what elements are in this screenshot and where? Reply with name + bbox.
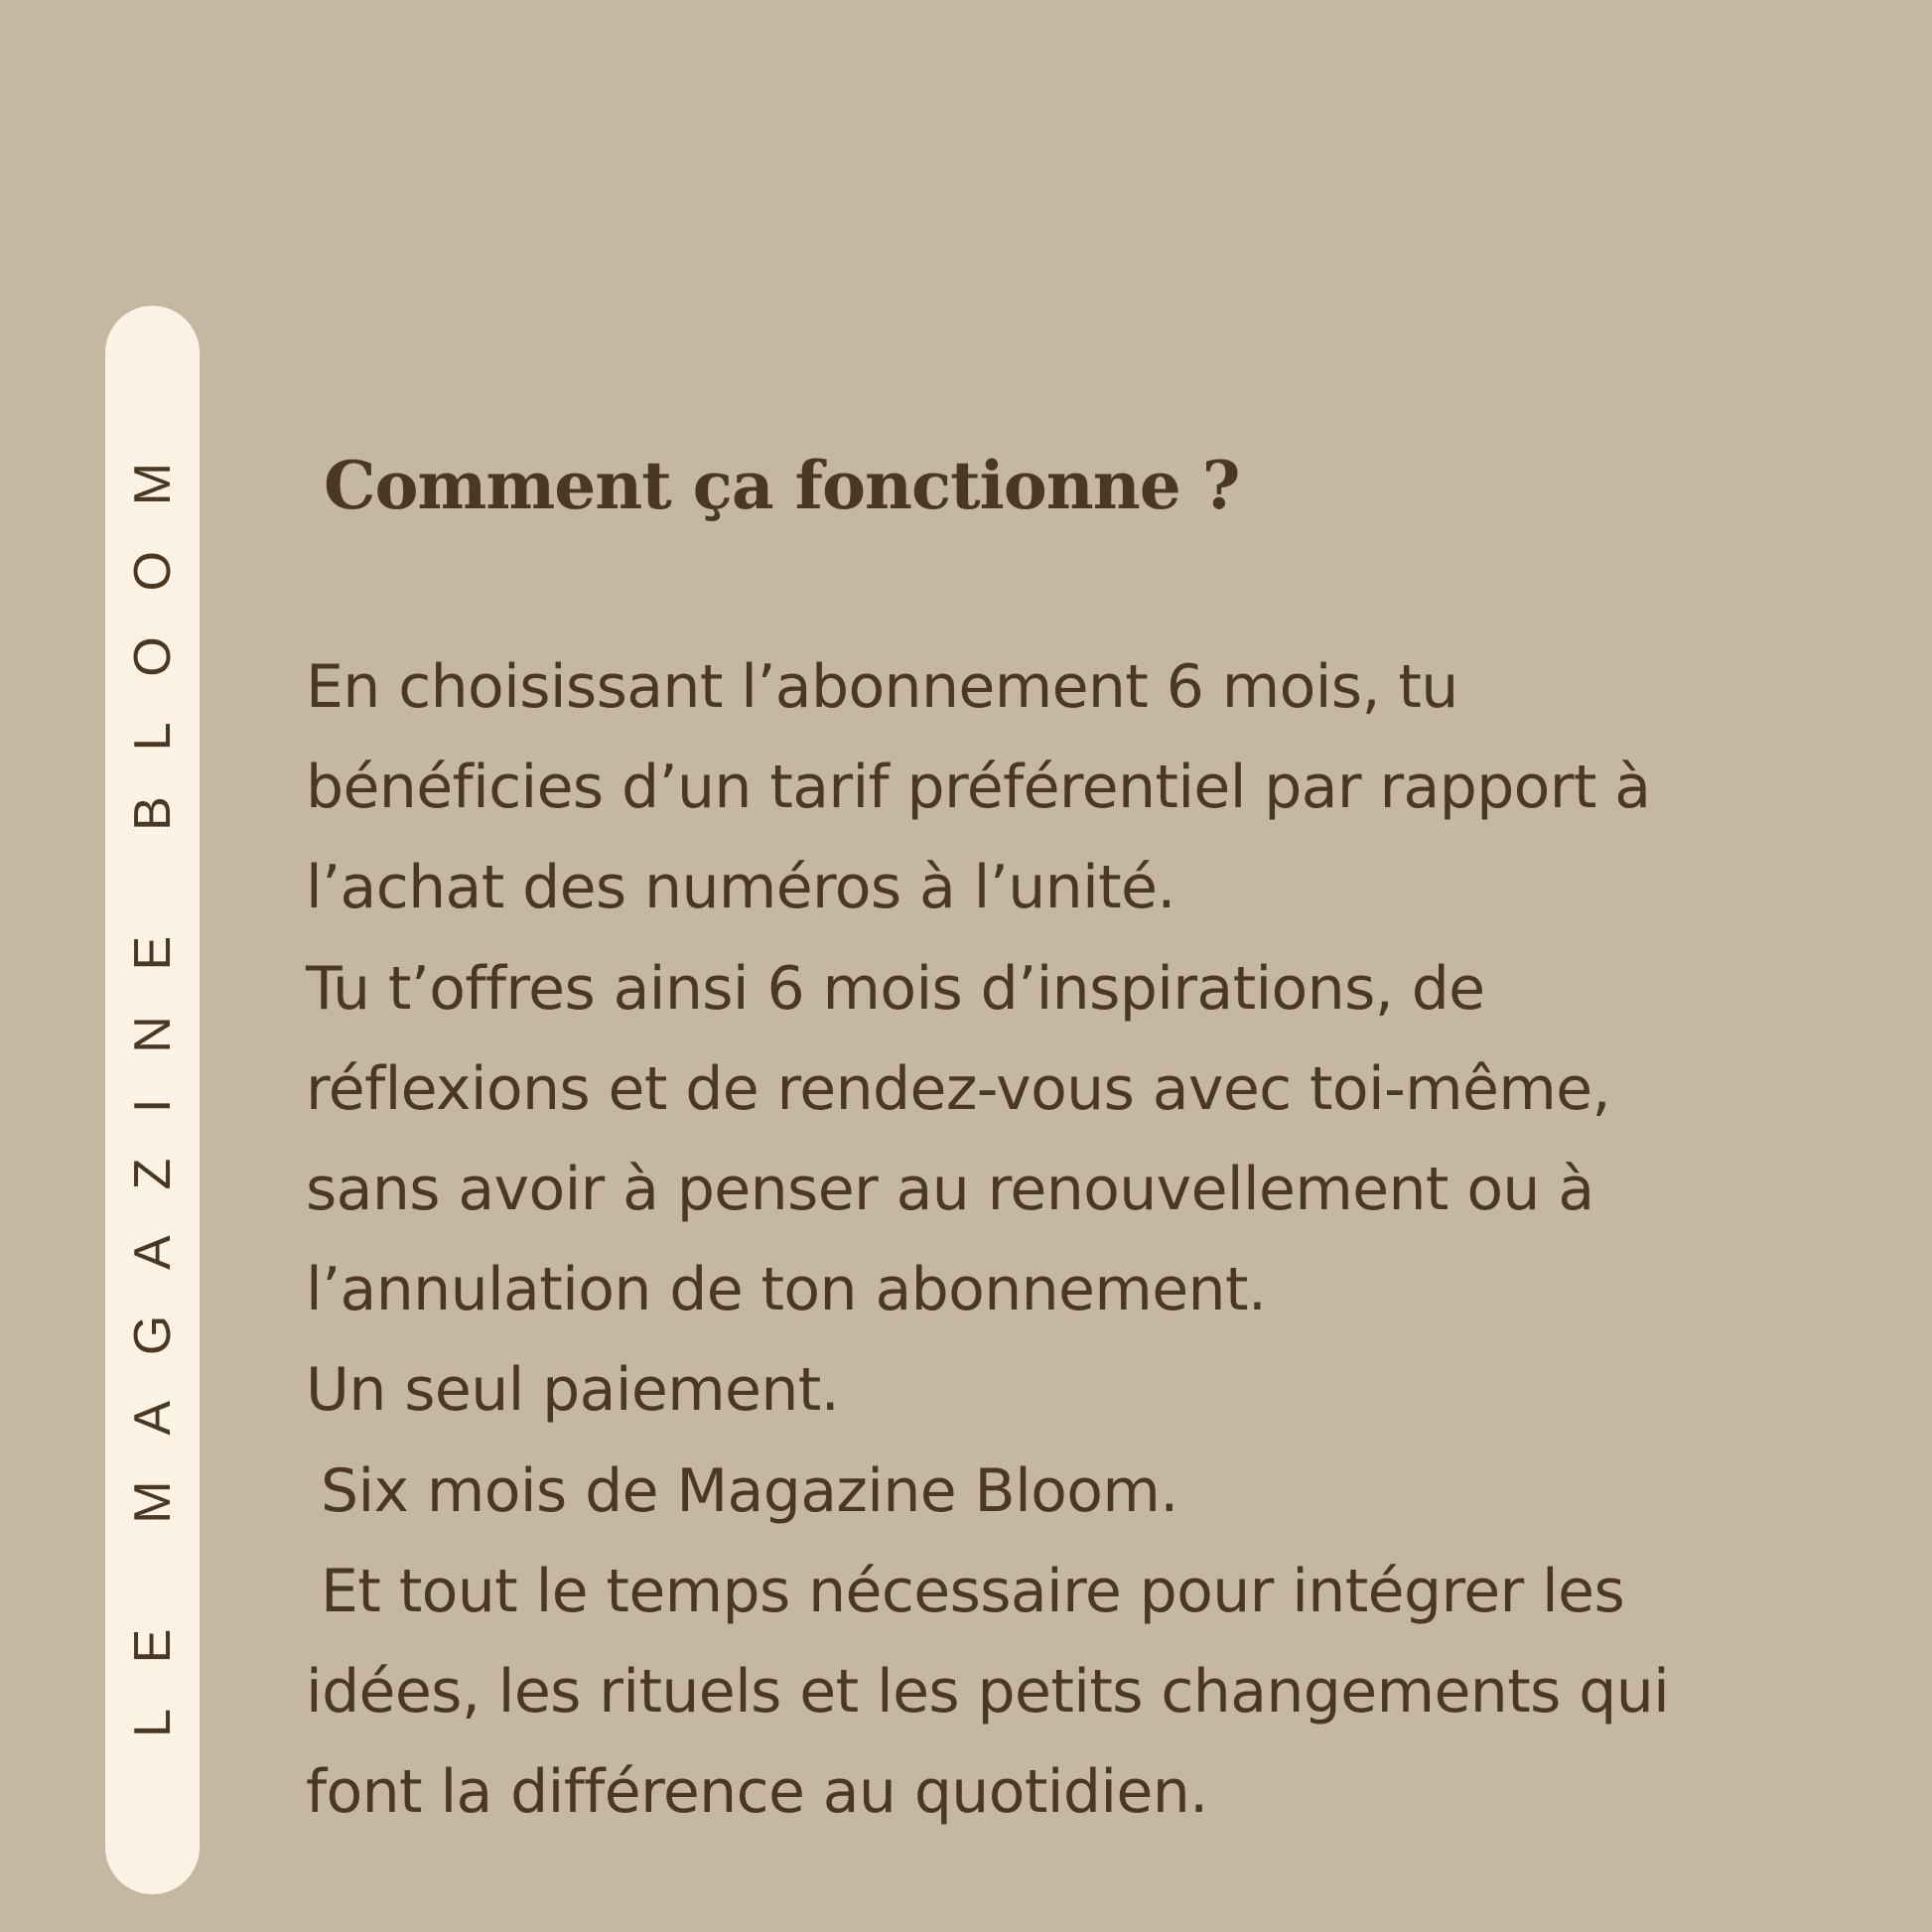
body-text (306, 637, 1795, 1843)
body-line-7: l’annulation de ton abonnement. (306, 1255, 1267, 1325)
body-line-5: réflexions et de rendez-vous avec toi-même, (306, 1053, 1610, 1124)
body-line-12: font la différence au quotidien. (306, 1757, 1208, 1828)
page-title: Comment ça fonctionne ? (324, 447, 1240, 524)
body-line-10: Et tout le temps nécessaire pour intégrer les (321, 1556, 1625, 1626)
main-content (306, 437, 1795, 1843)
body-line-9: Six mois de Magazine Bloom. (321, 1455, 1178, 1526)
side-label-pill (105, 306, 200, 1894)
body-line-8: Un seul paiement. (306, 1355, 840, 1426)
body-line-11: idées, les rituels et les petits changements qui (306, 1656, 1670, 1726)
body-line-4: Tu t’offres ainsi 6 mois d’inspirations, de (306, 953, 1485, 1024)
body-line-2: bénéficies d’un tarif préférentiel par rapport à (306, 753, 1651, 823)
body-line-6: sans avoir à penser au renouvellement ou à (306, 1154, 1594, 1224)
body-line-1: En choisissant l’abonnement 6 mois, tu (306, 652, 1458, 722)
body-line-3: l’achat des numéros à l’unité. (306, 853, 1175, 923)
magazine-name-vertical: LE MAGAZINE BLOOM (123, 417, 182, 1738)
